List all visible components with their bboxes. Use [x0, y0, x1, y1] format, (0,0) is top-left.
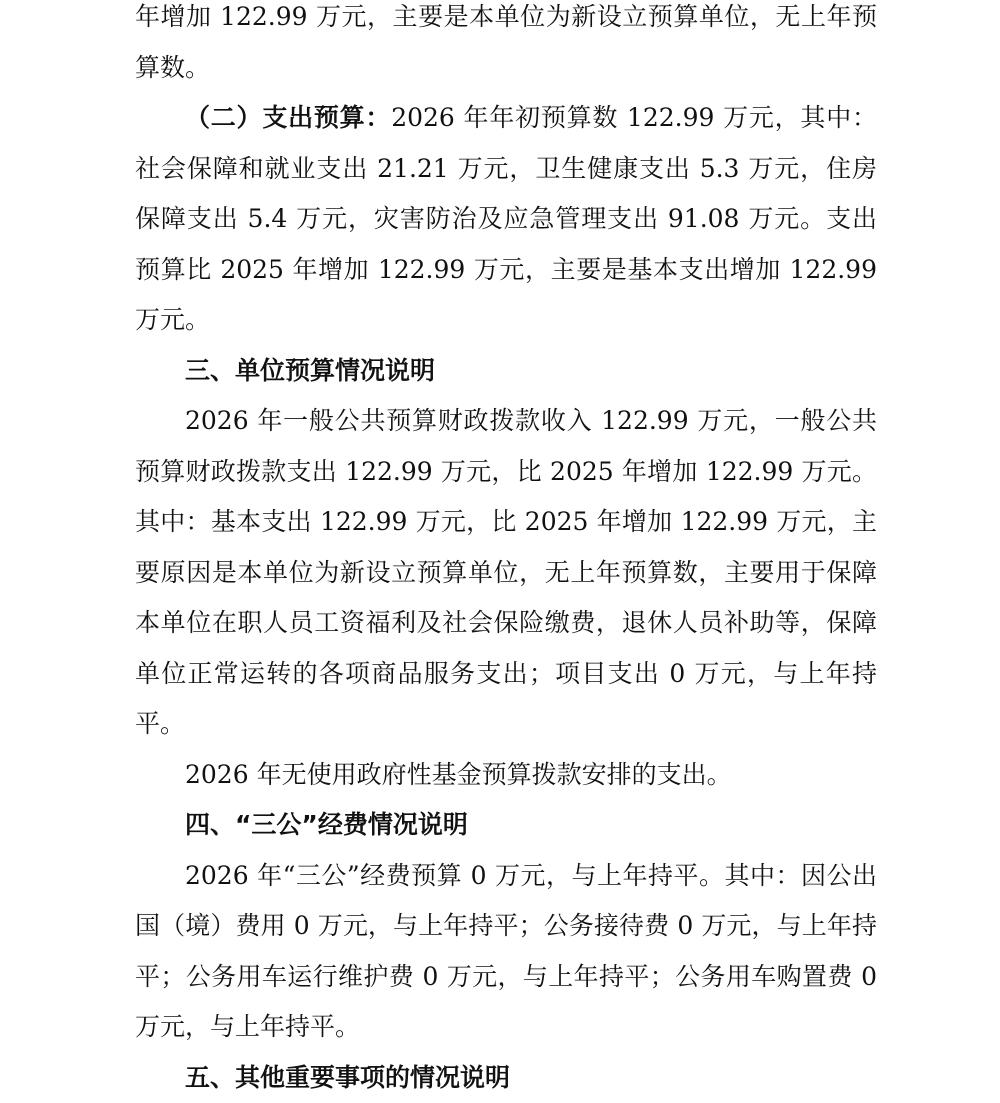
section-heading-three-public: 四、“三公”经费情况说明 [135, 800, 877, 851]
document-body [135, 0, 877, 1103]
paragraph-expense-budget [135, 93, 877, 346]
paragraph-unit-budget: 2026 年一般公共预算财政拨款收入 122.99 万元，一般公共预算财政拨款支出 122.99 万元，比 2025 年增加 122.99 万元。其中：基本支出 122.99 万元，比 2025 年增加 122.99 万元，主要原因是本单位为新设立预算单位，无上年预算数，主要用于保障本单位在职人员工资福利及社会保险缴费，退休人员补助等，保障单位正常运转的各项商品服务支出；项目支出 0 万元，与上年持平。 [135, 396, 877, 750]
paragraph-three-public: 2026 年“三公”经费预算 0 万元，与上年持平。其中：因公出国（境）费用 0 万元，与上年持平；公务接待费 0 万元，与上年持平；公务用车运行维护费 0 万元，与上年持平；公务用车购置费 0 万元，与上年持平。 [135, 851, 877, 1053]
section-heading-other-matters: 五、其他重要事项的情况说明 [135, 1053, 877, 1103]
expense-budget-text: 2026 年年初预算数 122.99 万元，其中：社会保障和就业支出 21.21 万元，卫生健康支出 5.3 万元，住房保障支出 5.4 万元，灾害防治及应急管理支出 91.08 万元。支出预算比 2025 年增加 122.99 万元，主要是基本支出增加 122.99 万元。 [135, 103, 877, 334]
section-heading-unit-budget: 三、单位预算情况说明 [135, 346, 877, 397]
paragraph-government-fund: 2026 年无使用政府性基金预算拨款安排的支出。 [135, 750, 877, 801]
paragraph-continuation: 年增加 122.99 万元，主要是本单位为新设立预算单位，无上年预算数。 [135, 0, 877, 93]
expense-budget-lead: （二）支出预算： [185, 103, 391, 132]
